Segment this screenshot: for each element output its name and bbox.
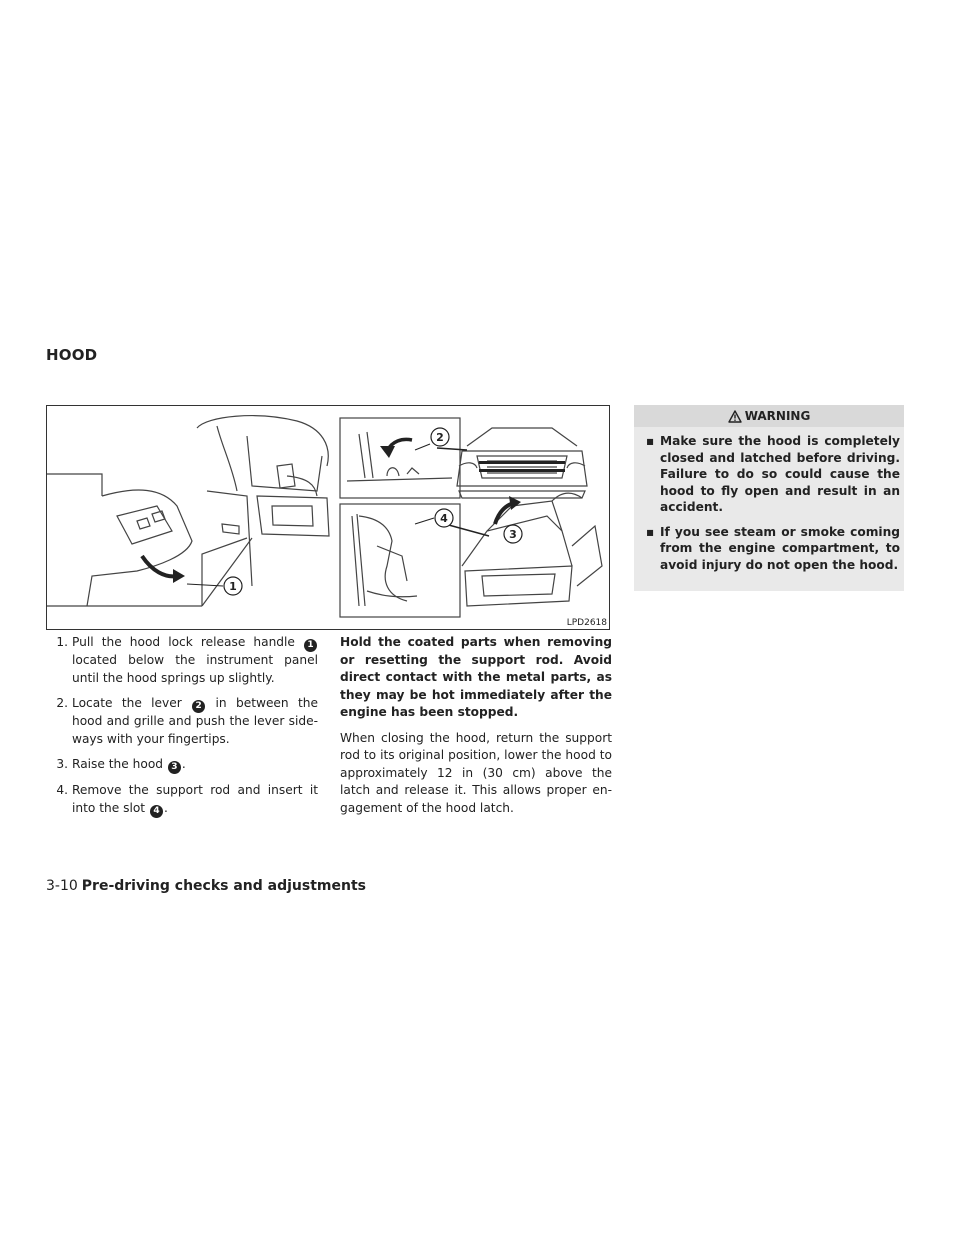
step-item: 4. Remove the support rod and insert it into the slot 4 . <box>56 783 318 816</box>
step-item: 1. Pull the hood lock release handle 1 located below the instrument panel until the hood springs up slightly. <box>56 635 318 685</box>
callout-badge-2: 2 <box>192 700 205 713</box>
warning-list <box>634 433 904 573</box>
callout-1 <box>224 577 242 595</box>
svg-text:2: 2 <box>436 431 444 444</box>
warning-header <box>634 405 904 427</box>
warning-box <box>634 405 904 591</box>
svg-text:3: 3 <box>509 528 517 541</box>
closing-text: When closing the hood, return the support rod to its original position, lower the hood to approximately 12 in (30 cm) above the latch and release it. This allows proper en-gagement of the hood latch. <box>340 730 612 815</box>
callout-badge-3: 3 <box>168 761 181 774</box>
warning-title: WARNING <box>744 409 811 423</box>
callout-4 <box>435 509 453 527</box>
warning-icon <box>728 410 742 423</box>
caution-text: Hold the coated parts when removing or resetting the support rod. Avoid direct contact with the metal parts, as they may be hot immediately after the engine has been stopped. <box>340 635 612 719</box>
figure-code: LPD2618 <box>566 618 607 628</box>
step-item: 3. Raise the hood 3 . <box>56 757 186 772</box>
step-item: 2. Locate the lever 2 in between the hood and grille and push the lever side-ways with your fingertips. <box>56 696 319 746</box>
warning-item: ▪ Make sure the hood is completely closed and latched before driving. Failure to do so could cause the hood to fly open and result in an accident. <box>646 434 900 514</box>
callout-3 <box>504 525 522 543</box>
chapter-title: Pre-driving checks and adjustments <box>81 878 366 894</box>
page-number: 3-10 <box>46 878 78 894</box>
hood-figure <box>46 405 610 630</box>
svg-text:4: 4 <box>440 512 448 525</box>
callout-badge-1: 1 <box>304 639 317 652</box>
steps-list <box>46 634 318 826</box>
hood-illustration <box>47 406 609 629</box>
warning-item: ▪ If you see steam or smoke coming from the engine compartment, to avoid injury do not open the hood. <box>646 524 900 572</box>
callout-badge-4: 4 <box>150 805 163 818</box>
section-title: HOOD <box>46 346 98 364</box>
middle-column <box>340 634 612 825</box>
page-footer <box>46 878 366 894</box>
svg-text:1: 1 <box>229 580 237 593</box>
callout-2 <box>431 428 449 446</box>
